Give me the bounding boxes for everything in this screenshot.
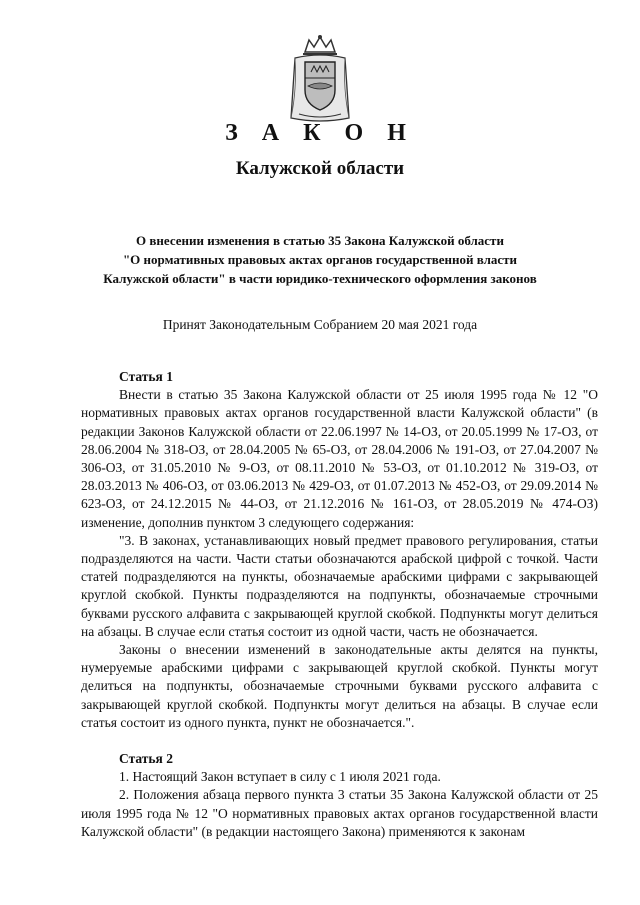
article-2-paragraph-2: 2. Положения абзаца первого пункта 3 статьи 35 Закона Калужской области от 25 июля 1995 года № 12 "О нормативных правовых актах органов государственной власти Калужской области" (в редакции настоящего Закона) применяются к законам (81, 787, 598, 839)
subject-line-2: "О нормативных правовых актах органов государственной власти (122, 252, 518, 267)
article-2-heading: Статья 2 (119, 751, 173, 767)
article-spacer (81, 732, 598, 750)
article-1-heading: Статья 1 (119, 369, 173, 384)
subject-line-3: Калужской области" в части юридико-технического оформления законов (103, 271, 537, 286)
article-1-paragraph-3: Законы о внесении изменений в законодательные акты делятся на пункты, нумеруемые арабскими цифрами с закрывающей круглой скобкой. Пункты могут делиться на подпункты, обозначаемые строчными буквами русского алфавита с закрывающей круглой скобкой. Подпункты могут делиться на абзацы. В случае если статья состоит из одного пункта, пункт не обозначается.". (81, 642, 598, 730)
article-1-paragraph-1: Внести в статью 35 Закона Калужской области от 25 июля 1995 года № 12 "О нормативных правовых актах органов государственной власти Калужской области" (в редакции Законов Калужской области от 22.06.1997 № 14-ОЗ, от 20.05.1999 № 17-ОЗ, от 28.06.2004 № 318-ОЗ, от 28.04.2005 № 65-ОЗ, от 28.04.2006 № 191-ОЗ, от 27.04.2007 № 306-ОЗ, от 31.05.2010 № 9-ОЗ, от 08.11.2010 № 53-ОЗ, от 01.10.2012 № 319-ОЗ, от 28.03.2013 № 406-ОЗ, от 03.06.2013 № 429-ОЗ, от 01.07.2013 № 452-ОЗ, от 29.09.2014 № 623-ОЗ, от 24.12.2015 № 44-ОЗ, от 21.12.2016 № 161-ОЗ, от 28.05.2019 № 474-ОЗ) изменение, дополнив пунктом 3 следующего содержания: (81, 387, 598, 530)
article-2-paragraph-1: 1. Настоящий Закон вступает в силу с 1 июля 2021 года. (119, 769, 441, 785)
coat-of-arms-icon (285, 34, 355, 124)
law-title: З А К О Н (225, 120, 415, 146)
subject-line-1: О внесении изменения в статью 35 Закона Калужской области (136, 233, 504, 248)
law-body (81, 368, 598, 841)
article-1-paragraph-2: "3. В законах, устанавливающих новый предмет правового регулирования, статьи подразделяются на части. Части статьи обозначаются арабской цифрой с точкой. Части статей подразделяются на пункты, обозначаемые арабскими цифрами с закрывающей круглой скобкой. Пункты подразделяются на подпункты, обозначаемые строчными буквами русского алфавита с закрывающей круглой скобкой. Подпункты могут делиться на абзацы. В случае если статья состоит из одной части, часть не обозначается. (81, 532, 598, 639)
region-title: Калужской области (235, 158, 405, 179)
adoption-note: Принят Законодательным Собранием 20 мая 2021 года (162, 317, 478, 332)
law-subject (80, 231, 560, 288)
